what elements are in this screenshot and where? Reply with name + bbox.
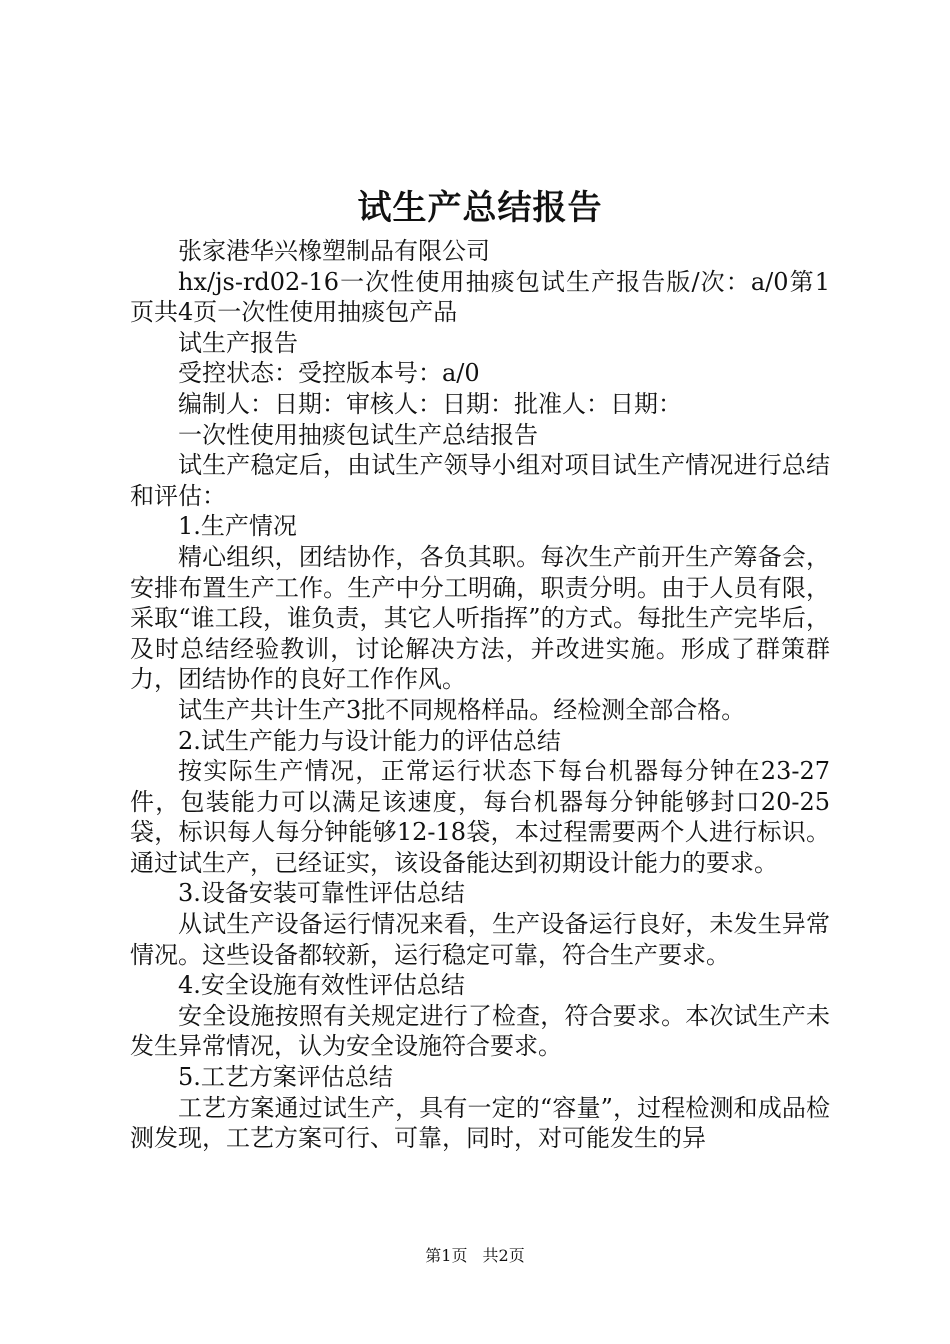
section-body-4: 安全设施按照有关规定进行了检查，符合要求。本次试生产未发生异常情况，认为安全设施符合要求。 — [130, 1001, 830, 1061]
section-heading-3: 3.设备安装可靠性评估总结 — [178, 879, 465, 908]
section-body-2: 按实际生产情况，正常运行状态下每台机器每分钟在23-27件，包装能力可以满足该速度，每台机器每分钟能够封口20-25袋，标识每人每分钟能够12-18袋，本过程需要两个人进行标识。通过试生产，已经证实，该设备能达到初期设计能力的要求。 — [130, 757, 830, 877]
paragraph-report: 试生产报告 — [178, 328, 298, 357]
document-title: 试生产总结报告 — [357, 188, 603, 228]
section-body-3: 从试生产设备运行情况来看，生产设备运行良好，未发生异常情况。这些设备都较新，运行稳定可靠，符合生产要求。 — [130, 910, 830, 969]
page-number-current: 第1页 — [425, 1246, 468, 1265]
section-heading-2: 2.试生产能力与设计能力的评估总结 — [178, 726, 561, 755]
section-heading-1: 1.生产情况 — [178, 512, 297, 541]
paragraph-company: 张家港华兴橡塑制品有限公司 — [178, 237, 490, 265]
section-body-1b: 试生产共计生产3批不同规格样品。经检测全部合格。 — [178, 695, 746, 724]
section-body-1: 精心组织，团结协作，各负其职。每次生产前开生产筹备会，安排布置生产工作。生产中分工明确，职责分明。由于人员有限，采取“谁工段，谁负责，其它人听指挥”的方式。每批生产完毕后，及时总结经验教训，讨论解决方法，并改进实施。形成了群策群力，团结协作的良好工作作风。 — [130, 542, 830, 694]
paragraph-signatures: 编制人：日期：审核人：日期：批准人：日期： — [178, 389, 682, 418]
paragraph-intro: 试生产稳定后，由试生产领导小组对项目试生产情况进行总结和评估： — [130, 451, 830, 510]
section-heading-4: 4.安全设施有效性评估总结 — [178, 971, 465, 1000]
section-body-5: 工艺方案通过试生产，具有一定的“容量”，过程检测和成品检测发现，工艺方案可行、可靠，同时，对可能发生的异 — [130, 1093, 830, 1153]
document-page — [130, 180, 830, 1154]
paragraph-report-title: 一次性使用抽痰包试生产总结报告 — [178, 420, 538, 449]
paragraph-doc-code: hx/js-rd02-16一次性使用抽痰包试生产报告版/次：a/0第1页共4页一次性使用抽痰包产品 — [130, 267, 830, 327]
page-number-total: 共2页 — [482, 1246, 525, 1265]
paragraph-control-status: 受控状态：受控版本号：a/0 — [178, 359, 480, 388]
page-footer — [0, 1246, 950, 1266]
section-heading-5: 5.工艺方案评估总结 — [178, 1063, 393, 1092]
